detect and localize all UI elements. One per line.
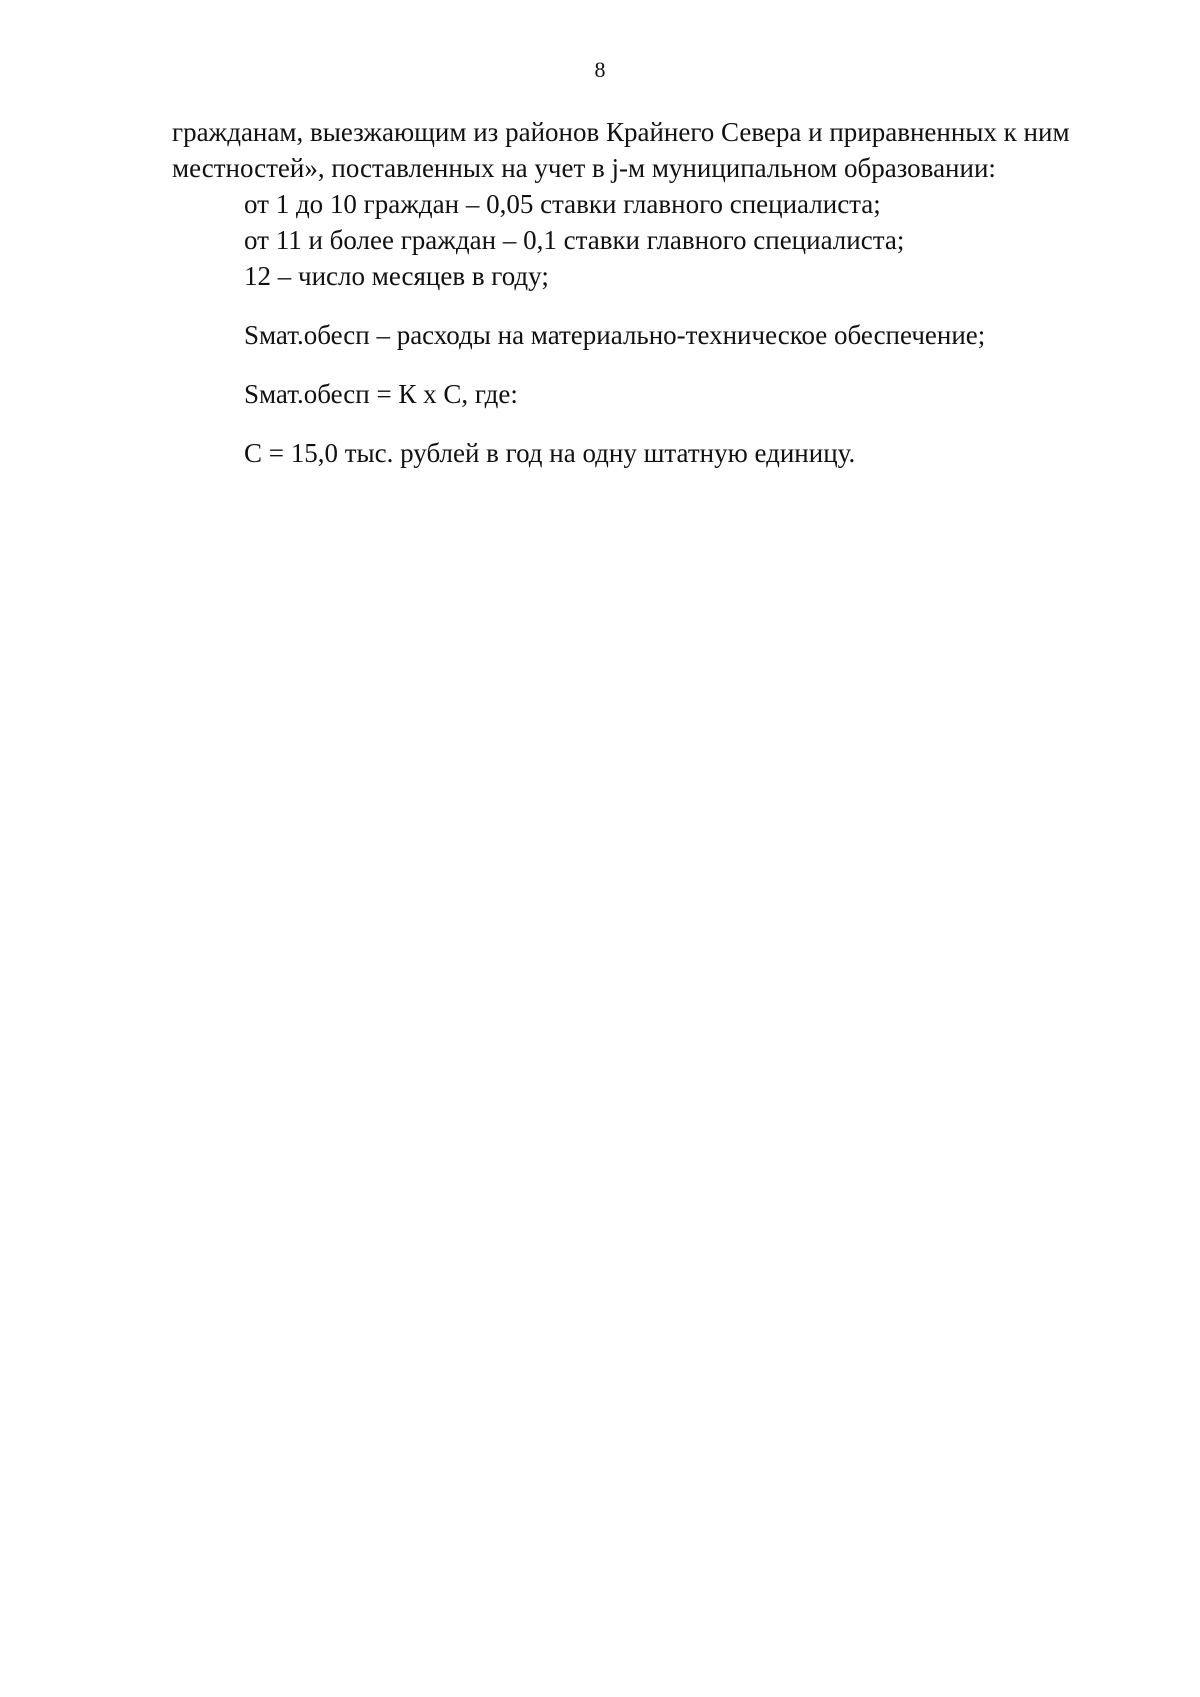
page-number: 8 [594,57,606,82]
list-item: от 11 и более граждан – 0,1 ставки главного специалиста; [244,225,905,255]
paragraph: Sмат.обесп – расходы на материально-техническое обеспечение; [244,320,986,350]
text-line: гражданам, выезжающим из районов Крайнего Севера и приравненных к ним [172,117,1070,147]
paragraph: С = 15,0 тыс. рублей в год на одну штатную единицу. [244,438,856,468]
paragraph: Sмат.обесп = К х С, где: [244,379,518,409]
text-line: местностей», поставленных на учет в j-м муниципальном образовании: [172,153,996,183]
document-body [172,114,1122,471]
list-item: от 1 до 10 граждан – 0,05 ставки главного специалиста; [244,189,881,219]
list-item: 12 – число месяцев в году; [244,261,549,291]
